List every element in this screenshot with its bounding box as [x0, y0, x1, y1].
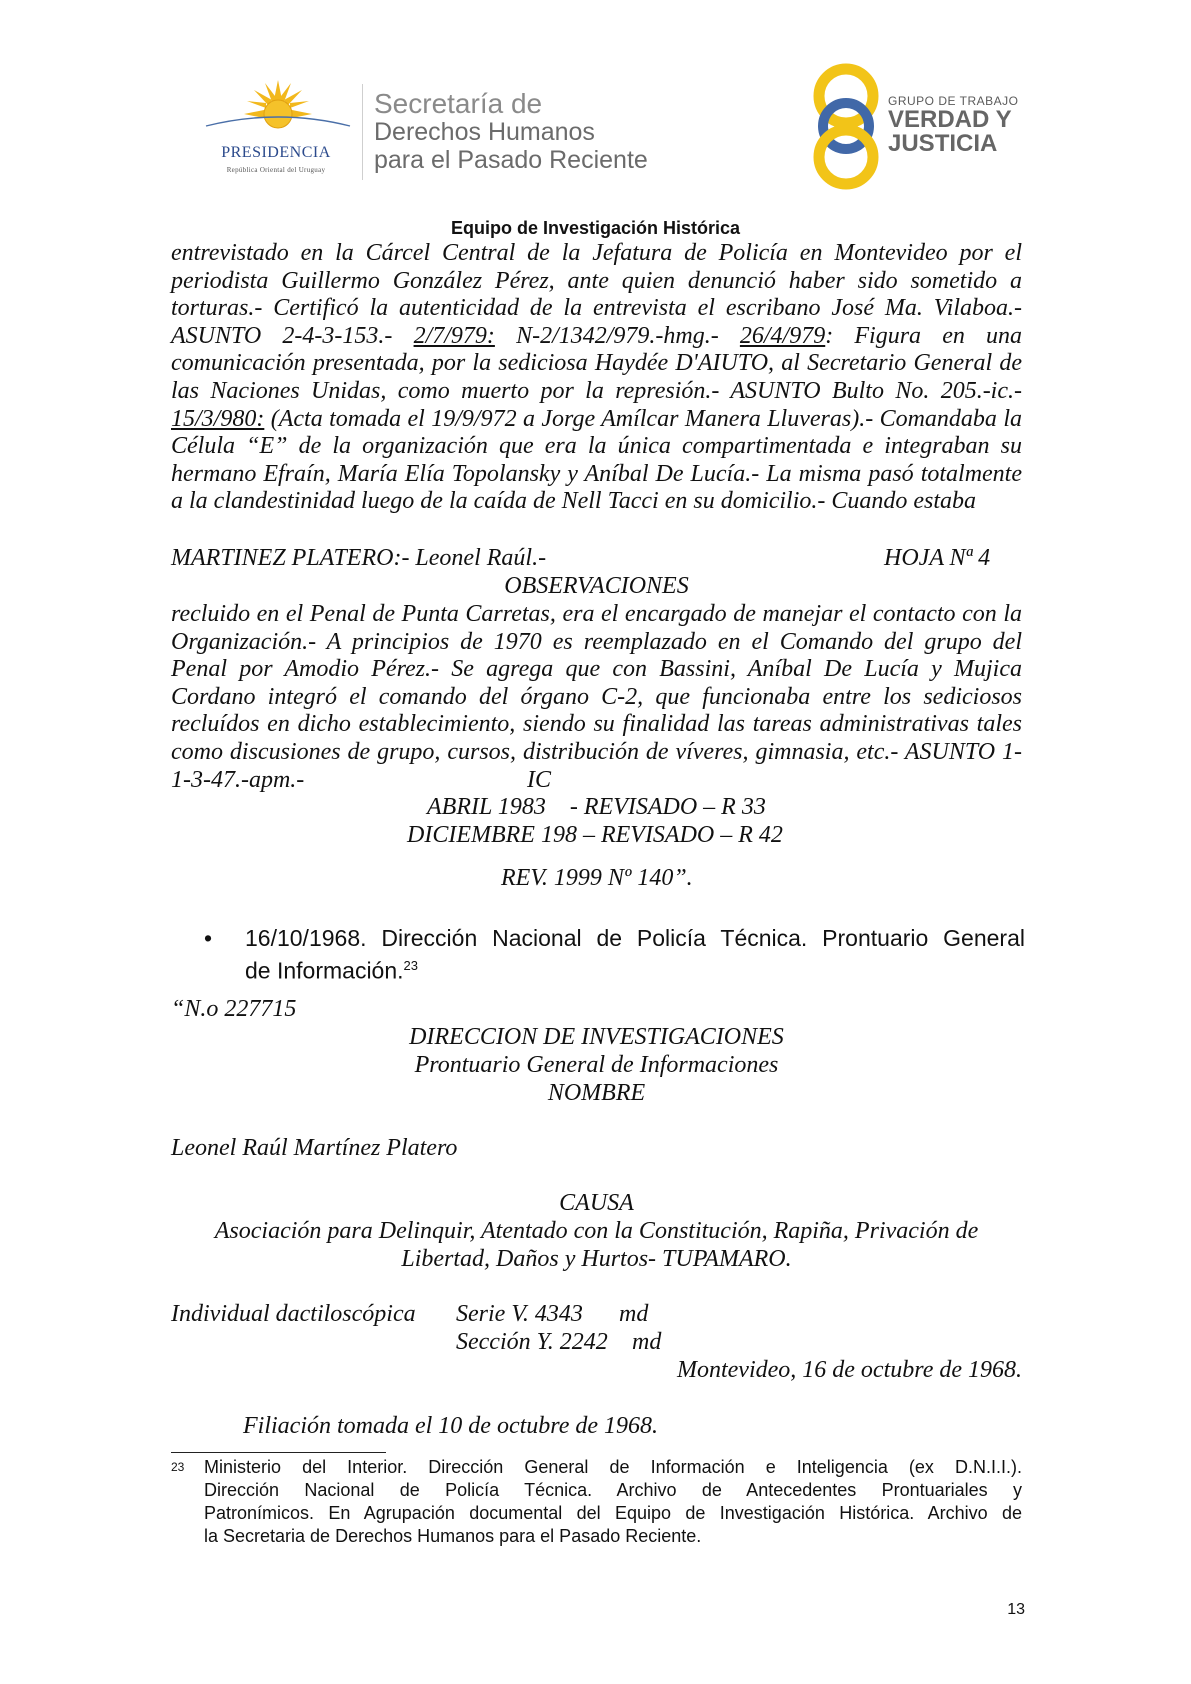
hoja-number: HOJA Nª 4 — [884, 545, 991, 571]
observaciones-heading: OBSERVACIONES — [504, 573, 689, 599]
individual-dactiloscopica-label: Individual dactiloscópica — [171, 1301, 416, 1327]
doc-heading-1: DIRECCION DE INVESTIGACIONES — [409, 1024, 784, 1050]
footnote-divider — [171, 1452, 386, 1453]
bullet-line — [245, 952, 1025, 985]
secretaria-line-3: para el Pasado Reciente — [374, 146, 648, 174]
verdad-justicia-rings-logo — [810, 62, 900, 190]
presidencia-sublabel: República Oriental del Uruguay — [226, 166, 326, 174]
doc-heading-3: NOMBRE — [547, 1080, 646, 1106]
secretaria-line-1: Secretaría de — [374, 88, 543, 119]
text-line: recluídos en dicho establecimiento, siendo su finalidad las tareas administrativas tales — [171, 711, 1022, 738]
text-line: recluido en el Penal de Punta Carretas, era el encargado de manejar el contacto con la — [171, 601, 1022, 627]
paragraph-2 — [171, 601, 1022, 849]
bullet-line: 16/10/1968. Dirección Nacional de Policía Técnica. Prontuario General — [245, 925, 1025, 951]
text-line — [171, 406, 1022, 434]
verdad-label: VERDAD Y — [888, 106, 1012, 133]
logo-divider — [362, 84, 363, 180]
text-line: Penal por Amodio Pérez.- Se agrega que con Bassini, Aníbal De Lucía y Mujica — [171, 656, 1022, 683]
text-line: Organización.- A principios de 1970 es reemplazado en el Comando del grupo del — [171, 628, 1022, 655]
revision-text: DICIEMBRE 198 – REVISADO – R 42 — [407, 821, 783, 848]
text-fragment: (Acta tomada el 19/9/972 a Jorge Amílcar Manera Lluveras).- Comandaba la — [264, 405, 1022, 432]
asunto-ref: 1-3-47.-apm.- — [171, 766, 305, 793]
causa-line-1: Asociación para Delinquir, Atentado con la Constitución, Rapiña, Privación de — [214, 1218, 979, 1244]
revision-line — [171, 822, 1022, 850]
revision-text: ABRIL 1983 - REVISADO – R 33 — [427, 794, 766, 821]
seccion-value: Sección Y. 2242 — [456, 1329, 608, 1355]
text-line — [171, 767, 1022, 795]
place-date: Montevideo, 16 de octubre de 1968. — [676, 1357, 1022, 1383]
grupo-trabajo-label: GRUPO DE TRABAJO — [888, 94, 1019, 108]
serie-md: md — [619, 1301, 649, 1327]
text-line — [171, 323, 1022, 351]
bullet-icon: • — [204, 925, 213, 951]
verdad-justicia-logo-text — [888, 94, 1018, 156]
date-ref: 26/4/979 — [739, 322, 826, 349]
text-line: torturas.- Certificó la autenticidad de la entrevista el escribano José Ma. Vilaboa.- — [171, 295, 1022, 322]
footnote-ref[interactable]: 23 — [403, 958, 418, 973]
bullet-text — [245, 924, 1025, 985]
subject-name: Leonel Raúl Martínez Platero — [171, 1135, 458, 1161]
filiacion-line: Filiación tomada el 10 de octubre de 1968. — [243, 1413, 659, 1439]
footnote-line: Patronímicos. En Agrupación documental del Equipo de Investigación Histórica. Archivo de — [204, 1503, 1022, 1523]
footnote-line: Dirección Nacional de Policía Técnica. Archivo de Antecedentes Prontuariales y — [204, 1480, 1022, 1500]
serie-value: Serie V. 4343 — [456, 1301, 583, 1327]
text-line: a la clandestinidad luego de la caída de Nell Tacci en su domicilio.- Cuando estaba — [171, 488, 977, 515]
paragraph-1 — [171, 240, 1022, 516]
asunto-ref: ASUNTO 2-4-3-153.- — [171, 322, 393, 349]
bullet-line-text: de Información. — [245, 957, 404, 984]
causa-line-2: Libertad, Daños y Hurtos- TUPAMARO. — [401, 1246, 792, 1272]
secretaria-logo-text — [374, 90, 648, 174]
secretaria-line-2: Derechos Humanos — [374, 118, 595, 146]
revision-number: REV. 1999 Nº 140”. — [501, 865, 693, 891]
footnote-text — [204, 1456, 1022, 1548]
text-line: Célula “E” de la organización que era la única compartimentada e integraban su — [171, 433, 1022, 460]
revision-line — [171, 794, 1022, 822]
footnote-line: Ministerio del Interior. Dirección General de Información e Inteligencia (ex D.N.I.I.). — [204, 1457, 1022, 1477]
text-line: Cordano integró el comando del órgano C-2, que funcionaba entre los sediciosos — [171, 683, 1022, 710]
justicia-label: JUSTICIA — [888, 130, 998, 157]
text-fragment: : Figura en una — [825, 322, 1023, 349]
text-line: entrevistado en la Cárcel Central de la Jefatura de Policía en Montevideo por el — [171, 240, 1022, 266]
text-line: hermano Efraín, María Elía Topolansky y Aníbal De Lucía.- La misma pasó totalmente — [171, 460, 1022, 487]
text-line: como discusiones de grupo, cursos, distribución de víveres, gimnasia, etc.- ASUNTO 1- — [171, 738, 1022, 765]
date-ref: 2/7/979: — [413, 322, 495, 349]
footnote-line: la Secretaria de Derechos Humanos para el Pasado Reciente. — [204, 1526, 702, 1546]
page-number: 13 — [1007, 1601, 1025, 1618]
seccion-md: md — [632, 1329, 662, 1355]
presidencia-label: PRESIDENCIA — [221, 144, 331, 161]
text-line: periodista Guillermo González Pérez, ante quien denunció haber sido sometido a — [171, 267, 1022, 294]
footnote-number: 23 — [171, 1460, 185, 1474]
text-line: comunicación presentada, por la sediciosa Haydée D'AIUTO, al Secretario General de — [171, 350, 1022, 377]
text-line: las Naciones Unidas, como muerto por la represión.- ASUNTO Bulto No. 205.-ic.- — [171, 377, 1022, 404]
doc-heading-2: Prontuario General de Informaciones — [414, 1052, 779, 1078]
file-ref: N-2/1342/979.-hmg.- — [516, 322, 719, 349]
person-name-header: MARTINEZ PLATERO:- Leonel Raúl.- — [171, 545, 547, 571]
date-ref: 15/3/980: — [171, 405, 265, 432]
initials: IC — [527, 766, 551, 793]
presidencia-sun-logo — [196, 78, 360, 178]
team-title: Equipo de Investigación Histórica — [450, 218, 741, 238]
causa-heading: CAUSA — [559, 1190, 634, 1216]
prontuario-number: “N.o 227715 — [171, 996, 297, 1022]
